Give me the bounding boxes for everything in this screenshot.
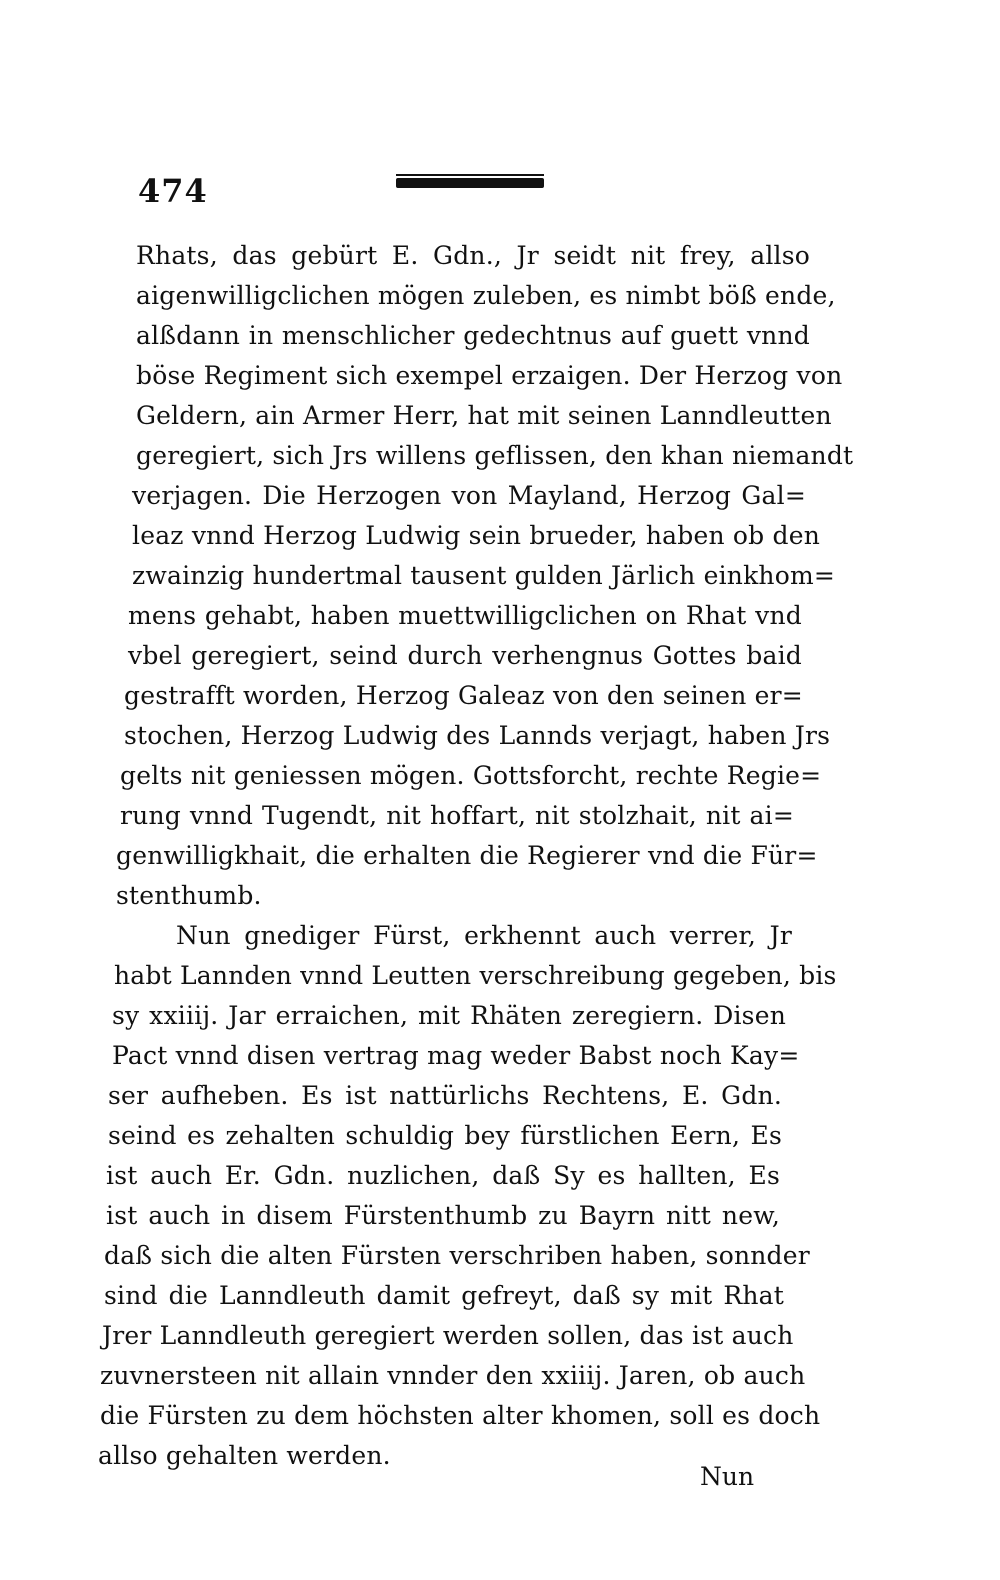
text-line: geregiert, sich Jrs willens geflissen, den khan niemandt <box>136 441 854 470</box>
text-line: vbel geregiert, seind durch verhengnus Gottes baid <box>128 641 802 670</box>
text-line-last: allso gehalten werden. <box>98 1441 391 1470</box>
text-line: rung vnnd Tugendt, nit hoffart, nit stolzhait, nit ai= <box>120 801 794 830</box>
text-line: zwainzig hundertmal tausent gulden Järlich einkhom= <box>132 561 836 590</box>
text-line: böse Regiment sich exempel erzaigen. Der Herzog von <box>136 361 843 390</box>
text-line: leaz vnnd Herzog Ludwig sein brueder, haben ob den <box>132 521 821 550</box>
text-line: gestrafft worden, Herzog Galeaz von den seinen er= <box>124 681 803 710</box>
text-line: mens gehabt, haben muettwilligclichen on Rhat vnd <box>128 601 802 630</box>
text-line: sy xxiiij. Jar erraichen, mit Rhäten zeregiern. Disen <box>112 1001 786 1030</box>
text-line: gelts nit geniessen mögen. Gottsforcht, rechte Regie= <box>120 761 822 790</box>
text-line: ser aufheben. Es ist nattürlichs Rechtens, E. Gdn. <box>108 1081 782 1110</box>
text-line: Rhats, das gebürt E. Gdn., Jr seidt nit frey, allso <box>136 241 810 270</box>
text-line: habt Lannden vnnd Leutten verschreibung gegeben, bis <box>114 961 837 990</box>
page-number: 474 <box>138 172 208 210</box>
text-line: Geldern, ain Armer Herr, hat mit seinen Lanndleutten <box>136 401 832 430</box>
text-line: zuvnersteen nit allain vnnder den xxiiij. Jaren, ob auch <box>100 1361 806 1390</box>
text-line: genwilligkhait, die erhalten die Regierer vnd die Für= <box>116 841 818 870</box>
text-line: ist auch in disem Fürstenthumb zu Bayrn nitt new, <box>106 1201 780 1230</box>
header-rule <box>396 178 544 188</box>
text-line: aigenwilligclichen mögen zuleben, es nimbt böß ende, <box>136 281 836 310</box>
text-line: verjagen. Die Herzogen von Mayland, Herzog Gal= <box>132 481 806 510</box>
text-line: Pact vnnd disen vertrag mag weder Babst noch Kay= <box>112 1041 800 1070</box>
text-line: sind die Lanndleuth damit gefreyt, daß sy mit Rhat <box>104 1281 784 1310</box>
text-line: daß sich die alten Fürsten verschriben haben, sonnder <box>104 1241 810 1270</box>
text-line-last: stenthumb. <box>116 881 262 910</box>
text-line: die Fürsten zu dem höchsten alter khomen, soll es doch <box>100 1401 821 1430</box>
text-line: seind es zehalten schuldig bey fürstlichen Eern, Es <box>108 1121 782 1150</box>
text-line: alßdann in menschlicher gedechtnus auf guett vnnd <box>136 321 810 350</box>
text-line: Nun gnediger Fürst, erkhennt auch verrer, Jr <box>176 921 792 950</box>
text-line: Jrer Lanndleuth geregiert werden sollen, das ist auch <box>102 1321 794 1350</box>
text-line: stochen, Herzog Ludwig des Lannds verjagt, haben Jrs <box>124 721 831 750</box>
catchword: Nun <box>700 1462 755 1491</box>
text-line: ist auch Er. Gdn. nuzlichen, daß Sy es hallten, Es <box>106 1161 780 1190</box>
